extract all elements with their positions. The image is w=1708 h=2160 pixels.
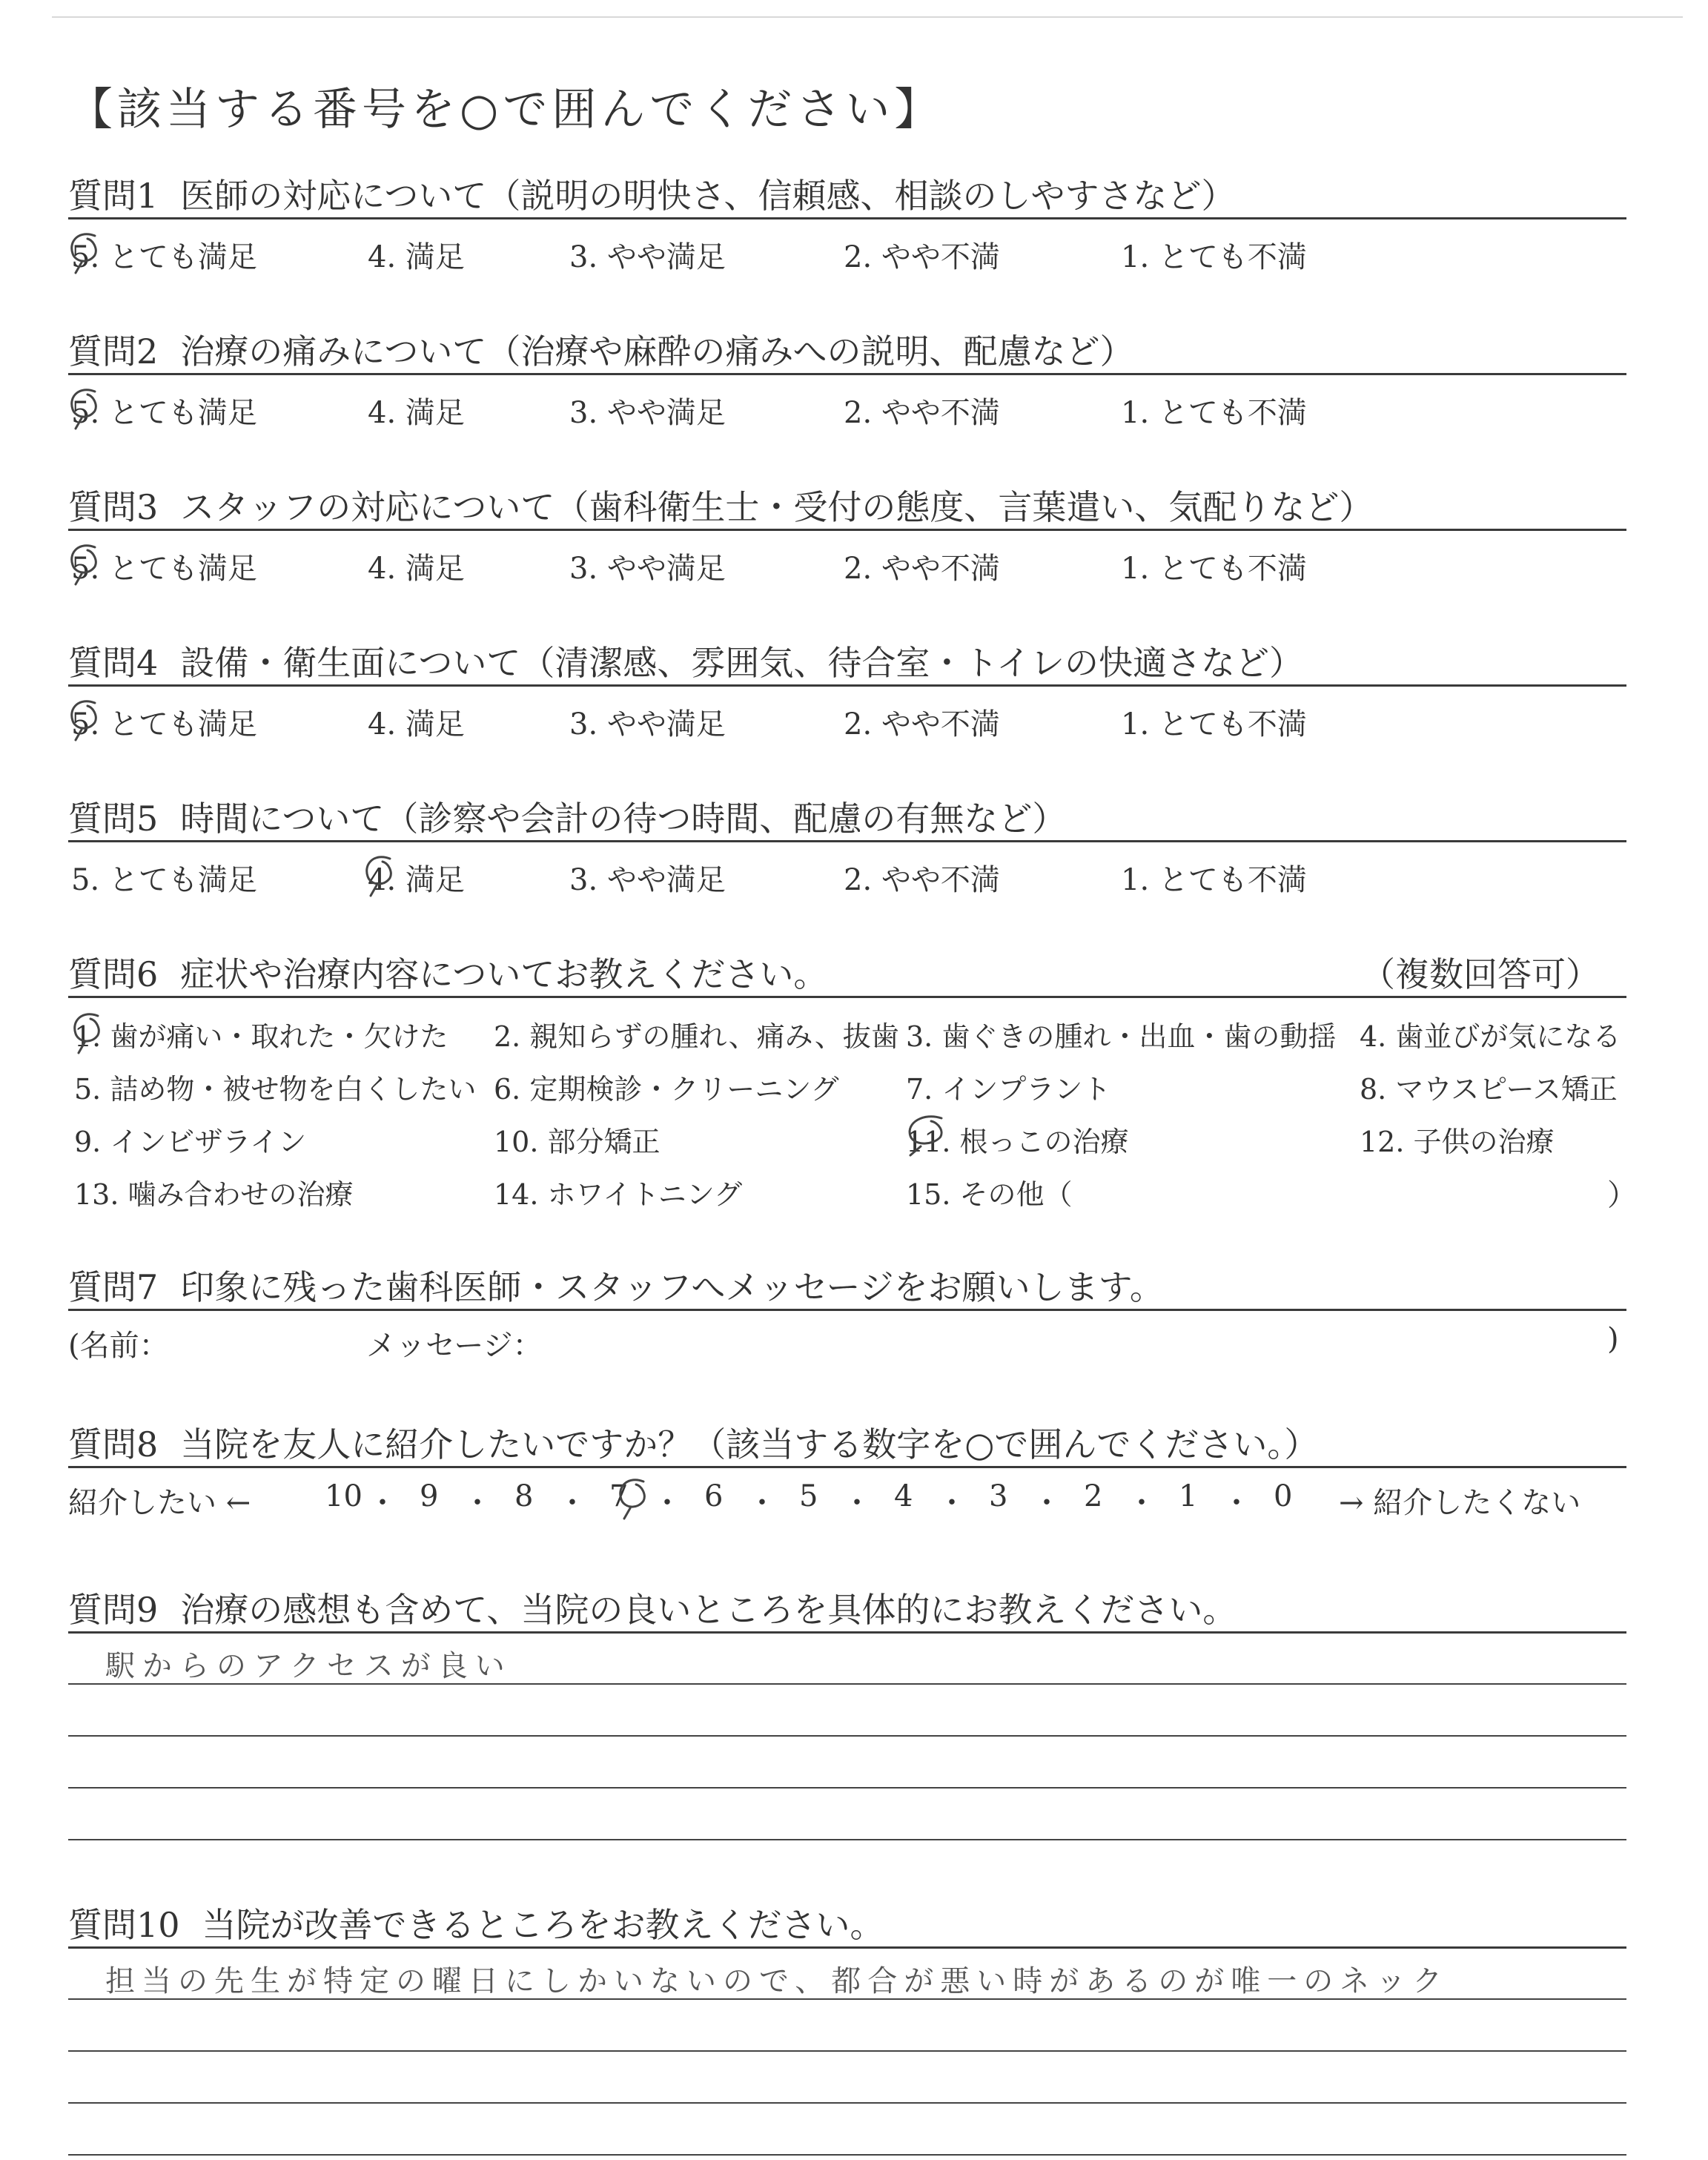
question-number: 質問5 [68,799,159,839]
question-text: 治療の感想も含めて、当院の良いところを具体的にお教えください。 [180,1590,1237,1630]
scale-separator: ・ [1032,1486,1062,1520]
scale-number-0[interactable]: 0 [1274,1479,1293,1513]
q1-option-3[interactable]: 3. やや満足 [569,240,726,274]
q3-option-4[interactable]: 4. 満足 [368,552,465,586]
question-text: 時間について（診察や会計の待つ時間、配慮の有無など） [180,799,1067,839]
q6-option-10[interactable]: 10. 部分矯正 [494,1126,661,1158]
q6-option-12[interactable]: 12. 子供の治療 [1360,1126,1555,1158]
q2-option-5[interactable]: 5. とても満足 [71,396,257,430]
q3-option-5[interactable]: 5. とても満足 [71,552,257,586]
q6-option-9[interactable]: 9. インビザライン [74,1126,307,1158]
question-8-rule [68,1466,1626,1468]
recommend-left-label: 紹介したい ← [68,1486,251,1520]
q2-option-1[interactable]: 1. とても不満 [1121,396,1307,430]
recommend-right-label: → 紹介したくない [1339,1486,1581,1520]
question-text: 治療の痛みについて（治療や麻酔の痛みへの説明、配慮など） [180,331,1134,371]
scale-number-2[interactable]: 2 [1084,1479,1103,1513]
q1-option-1[interactable]: 1. とても不満 [1121,240,1307,274]
handwritten-circle-mark [68,1010,107,1054]
answer-line [68,2050,1626,2052]
q5-option-2[interactable]: 2. やや不満 [844,863,1000,897]
question-text: 当院を友人に紹介したいですか？（該当する数字を○で囲んでください。） [180,1424,1319,1464]
scale-number-10[interactable]: 10 [325,1479,363,1513]
page-heading: 【該当する番号を○で囲んでください】 [68,84,944,136]
question-number: 質問9 [68,1590,159,1630]
question-text: 印象に残った歯科医師・スタッフへメッセージをお願いします。 [180,1267,1164,1307]
question-1-title [68,169,1236,218]
q4-option-5[interactable]: 5. とても満足 [71,707,257,742]
scale-separator: ・ [1127,1486,1156,1520]
q5-option-3[interactable]: 3. やや満足 [569,863,726,897]
message-close-paren: ) [1607,1322,1619,1356]
q5-option-1[interactable]: 1. とても不満 [1121,863,1307,897]
question-5-title [68,792,1066,841]
question-number: 質問7 [68,1267,159,1307]
other-close-paren: ） [1607,1178,1637,1212]
q3-option-3[interactable]: 3. やや満足 [569,552,726,586]
scale-separator: ・ [747,1486,777,1520]
q4-option-1[interactable]: 1. とても不満 [1121,707,1307,742]
q1-option-5[interactable]: 5. とても満足 [71,240,257,274]
q6-option-3[interactable]: 3. 歯ぐきの腫れ・出血・歯の動揺 [906,1020,1337,1053]
question-1-rule [68,217,1626,219]
q2-option-2[interactable]: 2. やや不満 [844,396,1000,430]
answer-line [68,1839,1626,1840]
q6-option-7[interactable]: 7. インプラント [906,1073,1111,1106]
answer-line [68,2154,1626,2156]
handwritten-circle-mark [65,386,104,430]
q5-option-4[interactable]: 4. 満足 [368,863,465,897]
question-text: 設備・衛生面について（清潔感、雰囲気、待合室・トイレの快適さなど） [180,643,1304,683]
scale-number-5[interactable]: 5 [799,1479,818,1513]
scale-number-3[interactable]: 3 [989,1479,1008,1513]
question-text: スタッフの対応について（歯科衛生士・受付の態度、言葉遣い、気配りなど） [180,487,1374,527]
multiple-answers-note: （複数回答可） [1361,954,1600,994]
scale-number-4[interactable]: 4 [894,1479,913,1513]
q6-option-13[interactable]: 13. 噛み合わせの治療 [74,1178,354,1211]
name-field-label: (名前： [68,1329,169,1363]
q6-option-14[interactable]: 14. ホワイトニング [494,1178,743,1211]
question-7-rule [68,1309,1626,1311]
scale-number-9[interactable]: 9 [420,1479,439,1513]
question-number: 質問6 [68,954,159,994]
recommend-scale [325,1479,1325,1518]
scan-top-edge [52,16,1683,18]
scale-number-7[interactable]: 7 [609,1479,629,1513]
question-4-title [68,636,1303,685]
question-number: 質問1 [68,176,159,216]
question-3-title [68,480,1373,529]
q3-option-2[interactable]: 2. やや不満 [844,552,1000,586]
question-7-title [68,1261,1164,1309]
message-field-label: メッセージ： [366,1329,543,1363]
question-number: 質問4 [68,643,159,683]
q6-option-1[interactable]: 1. 歯が痛い・取れた・欠けた [74,1020,448,1053]
q4-option-2[interactable]: 2. やや不満 [844,707,1000,742]
q6-option-2[interactable]: 2. 親知らずの腫れ、痛み、抜歯 [494,1020,899,1053]
scale-number-8[interactable]: 8 [514,1479,534,1513]
q6-option-5[interactable]: 5. 詰め物・被せ物を白くしたい [74,1073,477,1106]
handwritten-circle-mark [65,697,104,742]
q1-option-2[interactable]: 2. やや不満 [844,240,1000,274]
handwritten-circle-mark [65,230,104,274]
q5-option-5[interactable]: 5. とても満足 [71,863,257,897]
question-number: 質問2 [68,331,159,371]
question-8-title [68,1418,1318,1467]
q6-option-11[interactable]: 11. 根っこの治療 [906,1126,1129,1158]
answer-line [68,1787,1626,1789]
question-5-rule [68,840,1626,842]
question-6-title [68,948,827,997]
q9-handwritten-answer: 駅からのアクセスが良い [105,1649,512,1683]
question-text: 当院が改善できるところをお教えください。 [202,1905,884,1945]
question-10-title [68,1898,884,1947]
question-number: 質問8 [68,1424,159,1464]
answer-line [68,1683,1626,1685]
q6-option-15[interactable]: 15. その他（ [906,1178,1073,1211]
scale-number-1[interactable]: 1 [1179,1479,1198,1513]
question-2-rule [68,373,1626,375]
q6-option-4[interactable]: 4. 歯並びが気になる [1360,1020,1621,1053]
answer-line [68,1998,1626,2000]
question-text: 症状や治療内容についてお教えください。 [180,954,828,994]
question-text: 医師の対応について（説明の明快さ、信頼感、相談のしやすさなど） [180,176,1236,216]
scale-separator: ・ [652,1486,682,1520]
q1-option-4[interactable]: 4. 満足 [368,240,465,274]
q10-handwritten-answer: 担当の先生が特定の曜日にしかいないので、都合が悪い時があるのが唯一のネック [105,1964,1449,1998]
question-number: 質問10 [68,1905,180,1945]
q2-option-4[interactable]: 4. 満足 [368,396,465,430]
q6-option-8[interactable]: 8. マウスピース矯正 [1360,1073,1618,1106]
question-3-rule [68,529,1626,531]
handwritten-circle-mark [901,1112,950,1157]
scale-number-6[interactable]: 6 [704,1479,724,1513]
handwritten-circle-mark [614,1476,652,1520]
question-2-title [68,325,1133,374]
q4-option-3[interactable]: 3. やや満足 [569,707,726,742]
handwritten-circle-mark [360,853,399,897]
scale-separator: ・ [368,1486,397,1520]
answer-line [68,1735,1626,1737]
scale-separator: ・ [842,1486,872,1520]
question-10-rule [68,1946,1626,1949]
q2-option-3[interactable]: 3. やや満足 [569,396,726,430]
scale-separator: ・ [557,1486,587,1520]
question-number: 質問3 [68,487,159,527]
question-4-rule [68,684,1626,687]
q3-option-1[interactable]: 1. とても不満 [1121,552,1307,586]
scale-separator: ・ [1222,1486,1251,1520]
q6-option-6[interactable]: 6. 定期検診・クリーニング [494,1073,839,1106]
handwritten-circle-mark [65,541,104,586]
answer-line [68,2102,1626,2104]
scale-separator: ・ [463,1486,492,1520]
question-9-title [68,1583,1237,1632]
question-6-rule [68,996,1626,998]
scale-separator: ・ [937,1486,967,1520]
q4-option-4[interactable]: 4. 満足 [368,707,465,742]
question-9-rule [68,1631,1626,1634]
